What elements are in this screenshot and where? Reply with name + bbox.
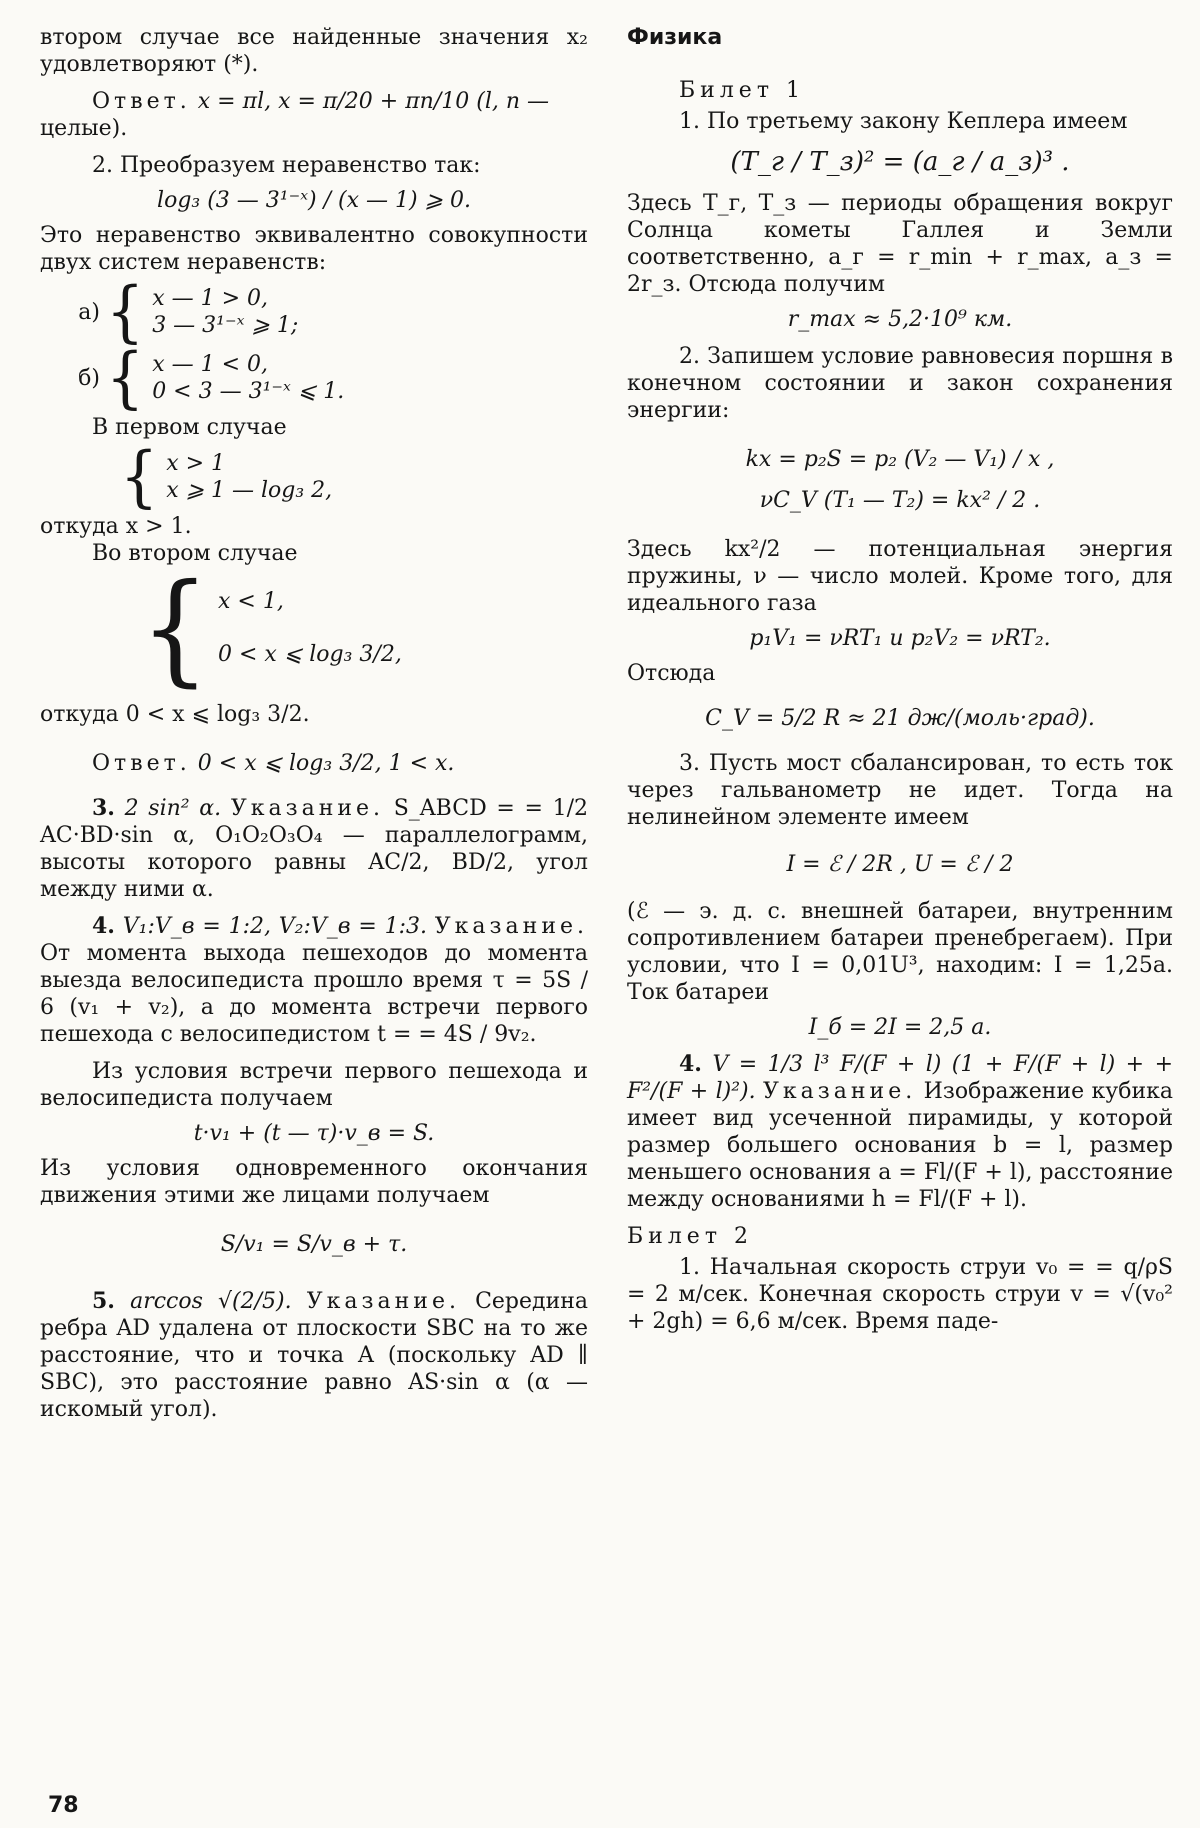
paragraph: Это неравенство эквивалентно совокупности двух систем неравенств: (40, 223, 588, 275)
paragraph: Из условия одновременного окончания движения этими же лицами получаем (40, 1156, 588, 1208)
brace-icon: { (140, 557, 210, 699)
system-label: б) (78, 365, 100, 391)
answer-formula: 2 sin² α. (124, 796, 222, 821)
right-column (627, 24, 1173, 1335)
answer-formula: x = πl, x = π/20 + πn/10 (l, n — (197, 89, 549, 114)
system-label: а) (78, 299, 100, 325)
answer-formula: V₁:V_в = 1:2, V₂:V_в = 1:3. (122, 914, 427, 939)
formula: I = ℰ / 2R , U = ℰ / 2 (786, 852, 1014, 877)
hint-label: Указание. (306, 1289, 460, 1314)
ticket-heading: Билет 2 (627, 1224, 753, 1249)
problem-text: От момента выхода пешеходов до момента выезда велосипедиста прошло время τ = 5S / 6 (v₁ + v₂), а до момента встречи первого пешехода с велосипедистом t = = 4S / 9v₂. (40, 941, 588, 1047)
system-b (40, 339, 588, 417)
problem-number: 5. (92, 1288, 115, 1314)
answer-1 (40, 88, 588, 115)
text-line: откуда 0 < x ⩽ log₃ 3/2. (40, 702, 310, 727)
formula: kx = p₂S = p₂ (V₂ — V₁) / x , (745, 447, 1055, 472)
paragraph: 1. Начальная скорость струи v₀ = = q/ρS = 2 м/сек. Конечная скорость струи v = √(v₀² + 2gh) = 6,6 м/сек. Время паде- (627, 1255, 1173, 1334)
text-line: Во втором случае (92, 541, 298, 566)
paragraph: Из условия встречи первого пешехода и велосипедиста получаем (40, 1059, 588, 1111)
problem-4 (40, 913, 588, 1048)
section-title: Физика (627, 25, 723, 50)
formula: t·v₁ + (t — τ)·v_в = S. (193, 1121, 435, 1146)
problem-text: S_ABCD = = 1/2 AC·BD·sin α, O₁O₂O₃O₄ — параллелограмм, высоты которого равны AC/2, BD/2, угол между ними α. (40, 796, 588, 902)
paragraph: 3. Пусть мост сбалансирован, то есть ток через гальванометр не идет. Тогда на нелинейном элементе имеем (627, 751, 1173, 830)
system-line: 0 < x ⩽ log₃ 3/2, (218, 642, 402, 667)
formula: S/v₁ = S/v_в + τ. (220, 1232, 408, 1257)
hint-label: Указание. (434, 914, 588, 939)
problem-number: 4. (92, 913, 115, 939)
answer-2 (40, 750, 588, 777)
paragraph: 1. По третьему закону Кеплера имеем (679, 109, 1128, 134)
problem-4-physics (627, 1051, 1173, 1213)
system-line: x ⩾ 1 — log₃ 2, (166, 478, 333, 503)
formula: I_б = 2I = 2,5 а. (808, 1015, 992, 1040)
text-line: втором случае все найденные значения x₂ удовлетворяют (*). (40, 25, 588, 77)
system-a (40, 273, 588, 351)
text-line: целые). (40, 116, 128, 141)
page-number: 78 (48, 1793, 79, 1818)
system-line: 0 < 3 — 3¹⁻ˣ ⩽ 1. (152, 379, 345, 404)
system-line: x > 1 (166, 451, 226, 476)
problem-text: Изображение кубика имеет вид усеченной пирамиды, у которой размер большего основания b = l, размер меньшего основания a = Fl/(F + l), расстояние между основаниями h = Fl/(F + l). (627, 1079, 1173, 1212)
left-column (40, 24, 588, 1423)
paragraph: 2. Запишем условие равновесия поршня в конечном состоянии и закон сохранения энергии: (627, 344, 1173, 423)
answer-label: Ответ. (92, 89, 191, 114)
formula: C_V = 5/2 R ≈ 21 дж/(моль·град). (705, 706, 1095, 731)
system-line: x — 1 < 0, (152, 352, 268, 377)
system-line: x — 1 > 0, (152, 286, 268, 311)
formula: log₃ (3 — 3¹⁻ˣ) / (x — 1) ⩾ 0. (157, 188, 471, 213)
text-line: откуда x > 1. (40, 514, 192, 539)
problem-number: 3. (92, 795, 115, 821)
brace-icon: { (106, 273, 145, 351)
hint-label: Указание. (763, 1079, 917, 1104)
first-case-system (120, 438, 588, 516)
paragraph: Здесь T_г, T_з — периоды обращения вокруг Солнца кометы Галлея и Земли соответственно, a_г = r_min + r_max, a_з = 2r_з. Отсюда получим (627, 191, 1173, 297)
formula: νC_V (T₁ — T₂) = kx² / 2 . (759, 488, 1041, 513)
paragraph-2: 2. Преобразуем неравенство так: (92, 153, 481, 178)
problem-number: 4. (679, 1051, 702, 1077)
text-line: Отсюда (627, 661, 716, 686)
brace-icon: { (120, 438, 159, 516)
system-line: 3 — 3¹⁻ˣ ⩾ 1; (152, 313, 299, 338)
formula: p₁V₁ = νRT₁ и p₂V₂ = νRT₂. (749, 626, 1051, 651)
answer-label: Ответ. (92, 751, 191, 776)
brace-icon: { (106, 339, 145, 417)
hint-label: Указание. (230, 796, 385, 821)
problem-text: Середина ребра AD удалена от плоскости SBC на то же расстояние, что и точка A (поскольку AD ∥ SBC), это расстояние равно AS·sin α (α — искомый угол). (40, 1289, 589, 1422)
ticket-heading: Билет 1 (679, 78, 805, 103)
paragraph: Здесь kx²/2 — потенциальная энергия пружины, ν — число молей. Кроме того, для идеального газа (627, 537, 1173, 616)
text-line: В первом случае (92, 415, 287, 440)
formula: r_max ≈ 5,2·10⁹ км. (787, 307, 1013, 332)
system-line: x < 1, (218, 589, 284, 614)
answer-formula: arccos √(2/5). (130, 1289, 292, 1314)
answer-formula: V = 1/3 l³ F/(F + l) (1 + F/(F + l) + + F²/(F + l)²). (627, 1052, 1174, 1104)
problem-5 (40, 1288, 588, 1423)
paragraph: (ℰ — э. д. с. внешней батареи, внутренним сопротивлением батареи пренебрегаем). При условии, что I = 0,01U³, находим: I = 1,25а. Ток батареи (627, 899, 1173, 1005)
problem-3 (40, 795, 588, 903)
formula: (T_г / T_з)² = (a_г / a_з)³ . (730, 147, 1070, 177)
second-case-system (140, 557, 588, 699)
answer-formula: 0 < x ⩽ log₃ 3/2, 1 < x. (197, 751, 455, 776)
